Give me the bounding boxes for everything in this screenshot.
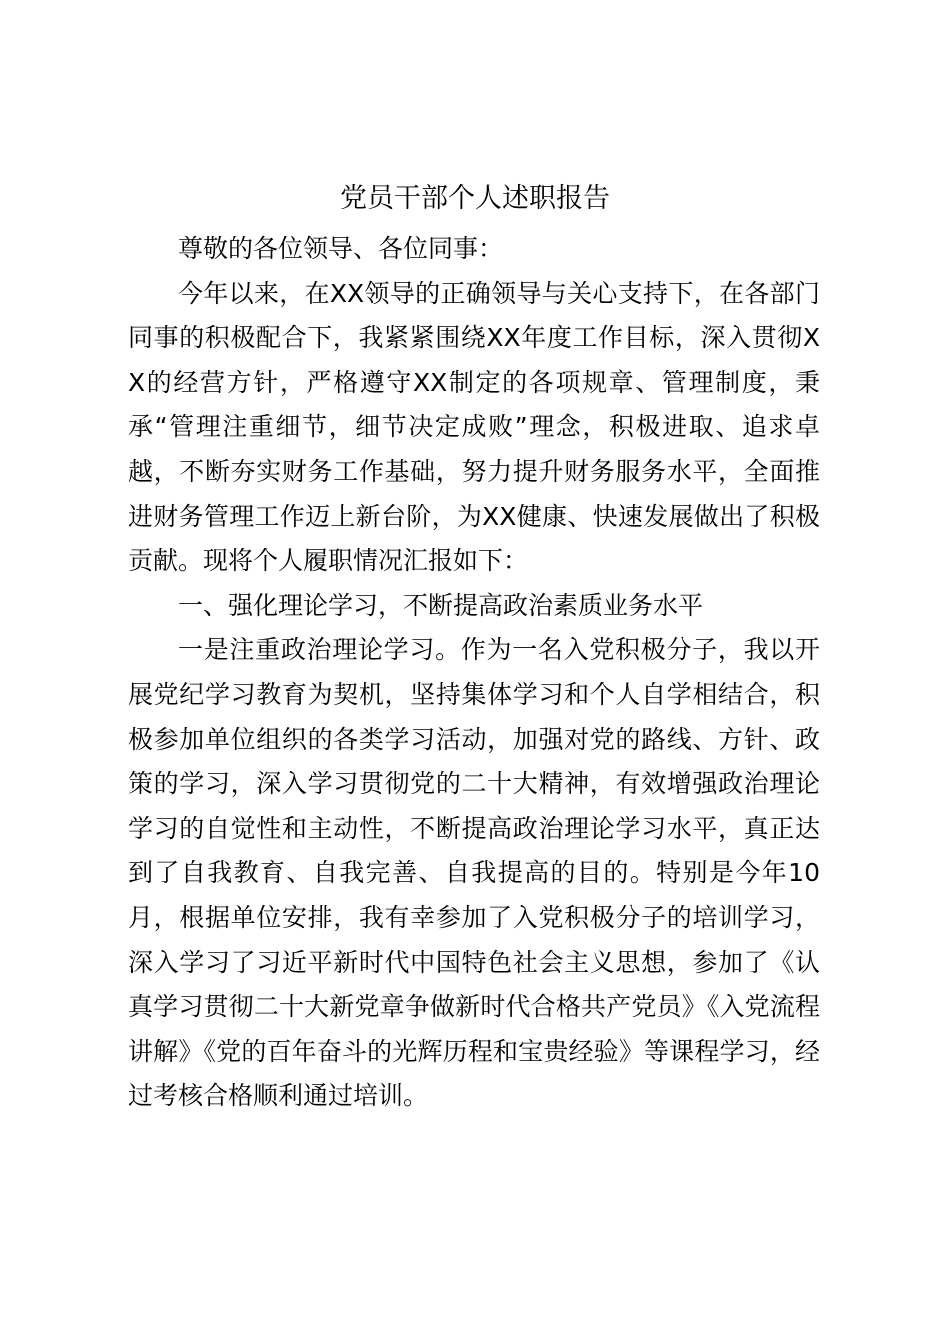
- salutation: 尊敬的各位领导、各位同事：: [178, 234, 504, 263]
- intro-paragraph: 今年以来，在XX领导的正确领导与关心支持下，在各部门同事的积极配合下，我紧紧围绕XX年度工作目标，深入贯彻XX的经营方针，严格遵守XX制定的各项规章、管理制度，秉承“管理注重细节，细节决定成败”理念，积极进取、追求卓越，不断夯实财务工作基础，努力提升财务服务水平，全面推进财务管理工作迈上新台阶，为XX健康、快速发展做出了积极贡献。现将个人履职情况汇报如下：: [128, 278, 820, 576]
- section-paragraph: 一是注重政治理论学习。作为一名入党积极分子，我以开展党纪学习教育为契机，坚持集体学习和个人自学相结合，积极参加单位组织的各类学习活动，加强对党的路线、方针、政策的学习，深入学习贯彻党的二十大精神，有效增强政治理论学习的自觉性和主动性，不断提高政治理论学习水平，真正达到了自我教育、自我完善、自我提高的目的。特别是今年10月，根据单位安排，我有幸参加了入党积极分子的培训学习，深入学习了习近平新时代中国特色社会主义思想，参加了《认真学习贯彻二十大新党章争做新时代合格共产党员》《入党流程讲解》《党的百年奋斗的光辉历程和宝贵经验》等课程学习，经过考核合格顺利通过培训。: [128, 635, 820, 1111]
- document-body: [128, 227, 820, 1119]
- document-title: 党员干部个人述职报告: [340, 183, 610, 214]
- section-heading: 一、强化理论学习，不断提高政治素质业务水平: [178, 590, 704, 620]
